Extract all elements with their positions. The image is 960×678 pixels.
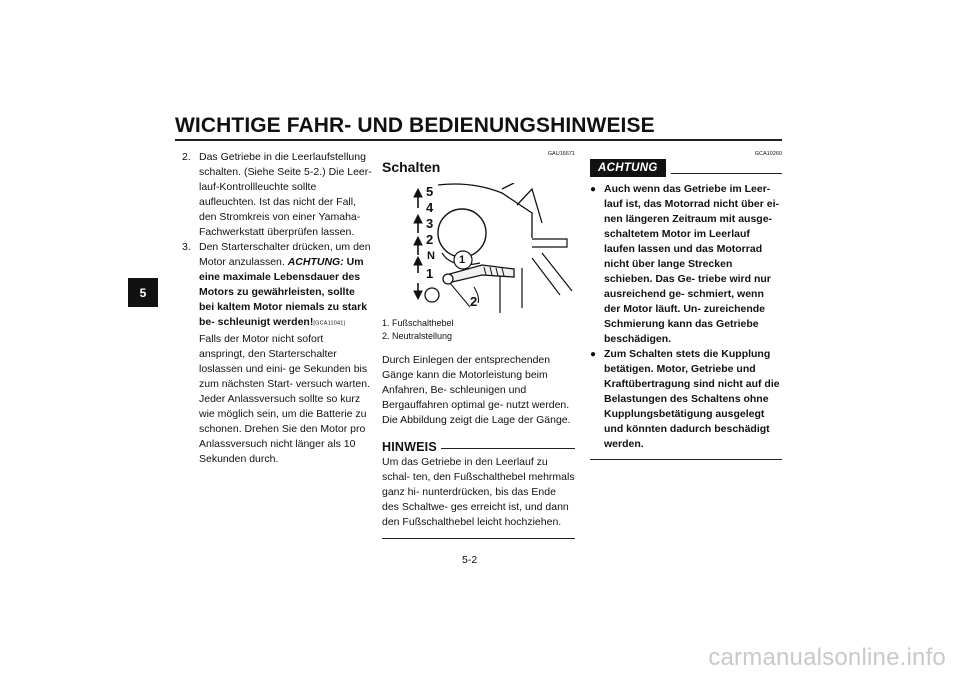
watermark: carmanualsonline.info xyxy=(708,644,946,671)
step-text-after: Falls der Motor nicht sofort anspringt, den Starterschalter loslassen und eini- ge Sekunden bis zum nächsten Start- versuch warten. Jeder Anlassversuch sollte so kurz wie möglich sein, um die Batterie zu schonen. Drehen Sie den Motor pro Anlassversuch nicht länger als 10 Sekunden durch. xyxy=(199,332,370,465)
caution-label: ACHTUNG xyxy=(590,159,666,177)
gear-shift-illustration xyxy=(382,183,574,313)
reference-code: [GCA11041] xyxy=(313,320,346,327)
gear-label-4: 4 xyxy=(426,200,434,215)
note-label: HINWEIS xyxy=(382,440,437,454)
warning-label: ACHTUNG: xyxy=(287,256,344,268)
note-text: Um das Getriebe in den Leerlauf zu schal- ten, den Fußschalthebel mehrmals ganz hi- nunterdrücken, bis das Ende des Schaltwe- ges erreicht ist, und dann den Fußschalthebel leicht hochziehen. xyxy=(382,456,575,528)
gear-shift-figure xyxy=(382,183,574,313)
title-rule xyxy=(175,139,782,141)
caution-end-rule xyxy=(590,459,782,460)
section-code: GAU16671 xyxy=(547,151,575,157)
page-title: WICHTIGE FAHR- UND BEDIENUNGSHINWEISE xyxy=(175,114,655,137)
caution-list xyxy=(590,182,782,452)
note-header xyxy=(382,440,575,455)
body-text: Durch Einlegen der entsprechenden Gänge kann die Motorleistung beim Anfahren, Be- schleunigen und Bergauffahren optimal ge- nutzt werden. xyxy=(382,354,570,411)
caution-item xyxy=(590,182,782,347)
caption-item: 2. Neutralstellung xyxy=(382,331,453,341)
column-left xyxy=(182,150,372,467)
body-text-2: Die Abbildung zeigt die Lage der Gänge. xyxy=(382,414,571,426)
bullet-icon: ● xyxy=(590,184,597,195)
bullet-icon: ● xyxy=(590,349,597,360)
gear-label-2: 2 xyxy=(426,232,434,247)
caution-text: Auch wenn das Getriebe im Leer- lauf ist, das Motorrad nicht über ei- nen längeren Zeitraum mit ausge- schaltetem Motor im Leerlauf laufen lassen und das Motorrad nicht über lange Strecken schieben. Das Ge- triebe wird nur ausreichend ge- schmiert, wenn der Motor läuft. Un- zureichende Schmierung kann das Getriebe beschädigen. xyxy=(604,183,780,345)
step-number: 3. xyxy=(182,241,191,253)
body-paragraph xyxy=(382,353,575,428)
section-title: Schalten xyxy=(382,159,441,175)
figure-captions xyxy=(382,317,575,343)
caution-header xyxy=(590,159,782,177)
warning-text: Um eine maximale Lebensdauer des Motors zu gewährleisten, sollte bei kaltem Motor niemals zu stark be- schleunigt werden! xyxy=(199,256,368,328)
caution-text: Zum Schalten stets die Kupplung betätigen. Motor, Getriebe und Kraftübertragung sind nicht auf die Belastungen des Schaltens ohne Kupplungsbetätigung ausgelegt und könnten dadurch beschädigt werden. xyxy=(604,348,780,450)
column-middle xyxy=(382,150,575,539)
gear-label-3: 3 xyxy=(426,216,434,231)
step-text: Das Getriebe in die Leerlaufstellung schalten. (Siehe Seite 5-2.) Die Leer- lauf-Kontrollleuchte sollte aufleuchten. Ist das nicht der Fall, den Stromkreis von einer Yamaha-Fachwerkstatt überprüfen lassen. xyxy=(199,151,372,238)
note-rule xyxy=(441,448,575,449)
caution-code: GCA10260 xyxy=(754,151,782,157)
callout-1: 1 xyxy=(459,254,466,266)
note-end-rule xyxy=(382,538,575,539)
column-right xyxy=(590,150,782,460)
step-2 xyxy=(182,150,372,240)
step-body xyxy=(199,240,372,467)
caption-item: 1. Fußschalthebel xyxy=(382,318,454,328)
callout-2: 2 xyxy=(470,294,478,309)
chapter-tab: 5 xyxy=(128,278,158,307)
gear-label-neutral: N xyxy=(427,250,435,262)
caution-item xyxy=(590,347,782,452)
caution-rule xyxy=(671,173,782,174)
gear-label-5: 5 xyxy=(426,184,434,199)
step-3 xyxy=(182,240,372,467)
page-number: 5-2 xyxy=(462,554,478,566)
gear-label-1: 1 xyxy=(426,266,434,281)
step-text: Den Starterschalter drücken, um den Motor anzulassen. xyxy=(199,241,371,268)
step-number: 2. xyxy=(182,151,191,163)
